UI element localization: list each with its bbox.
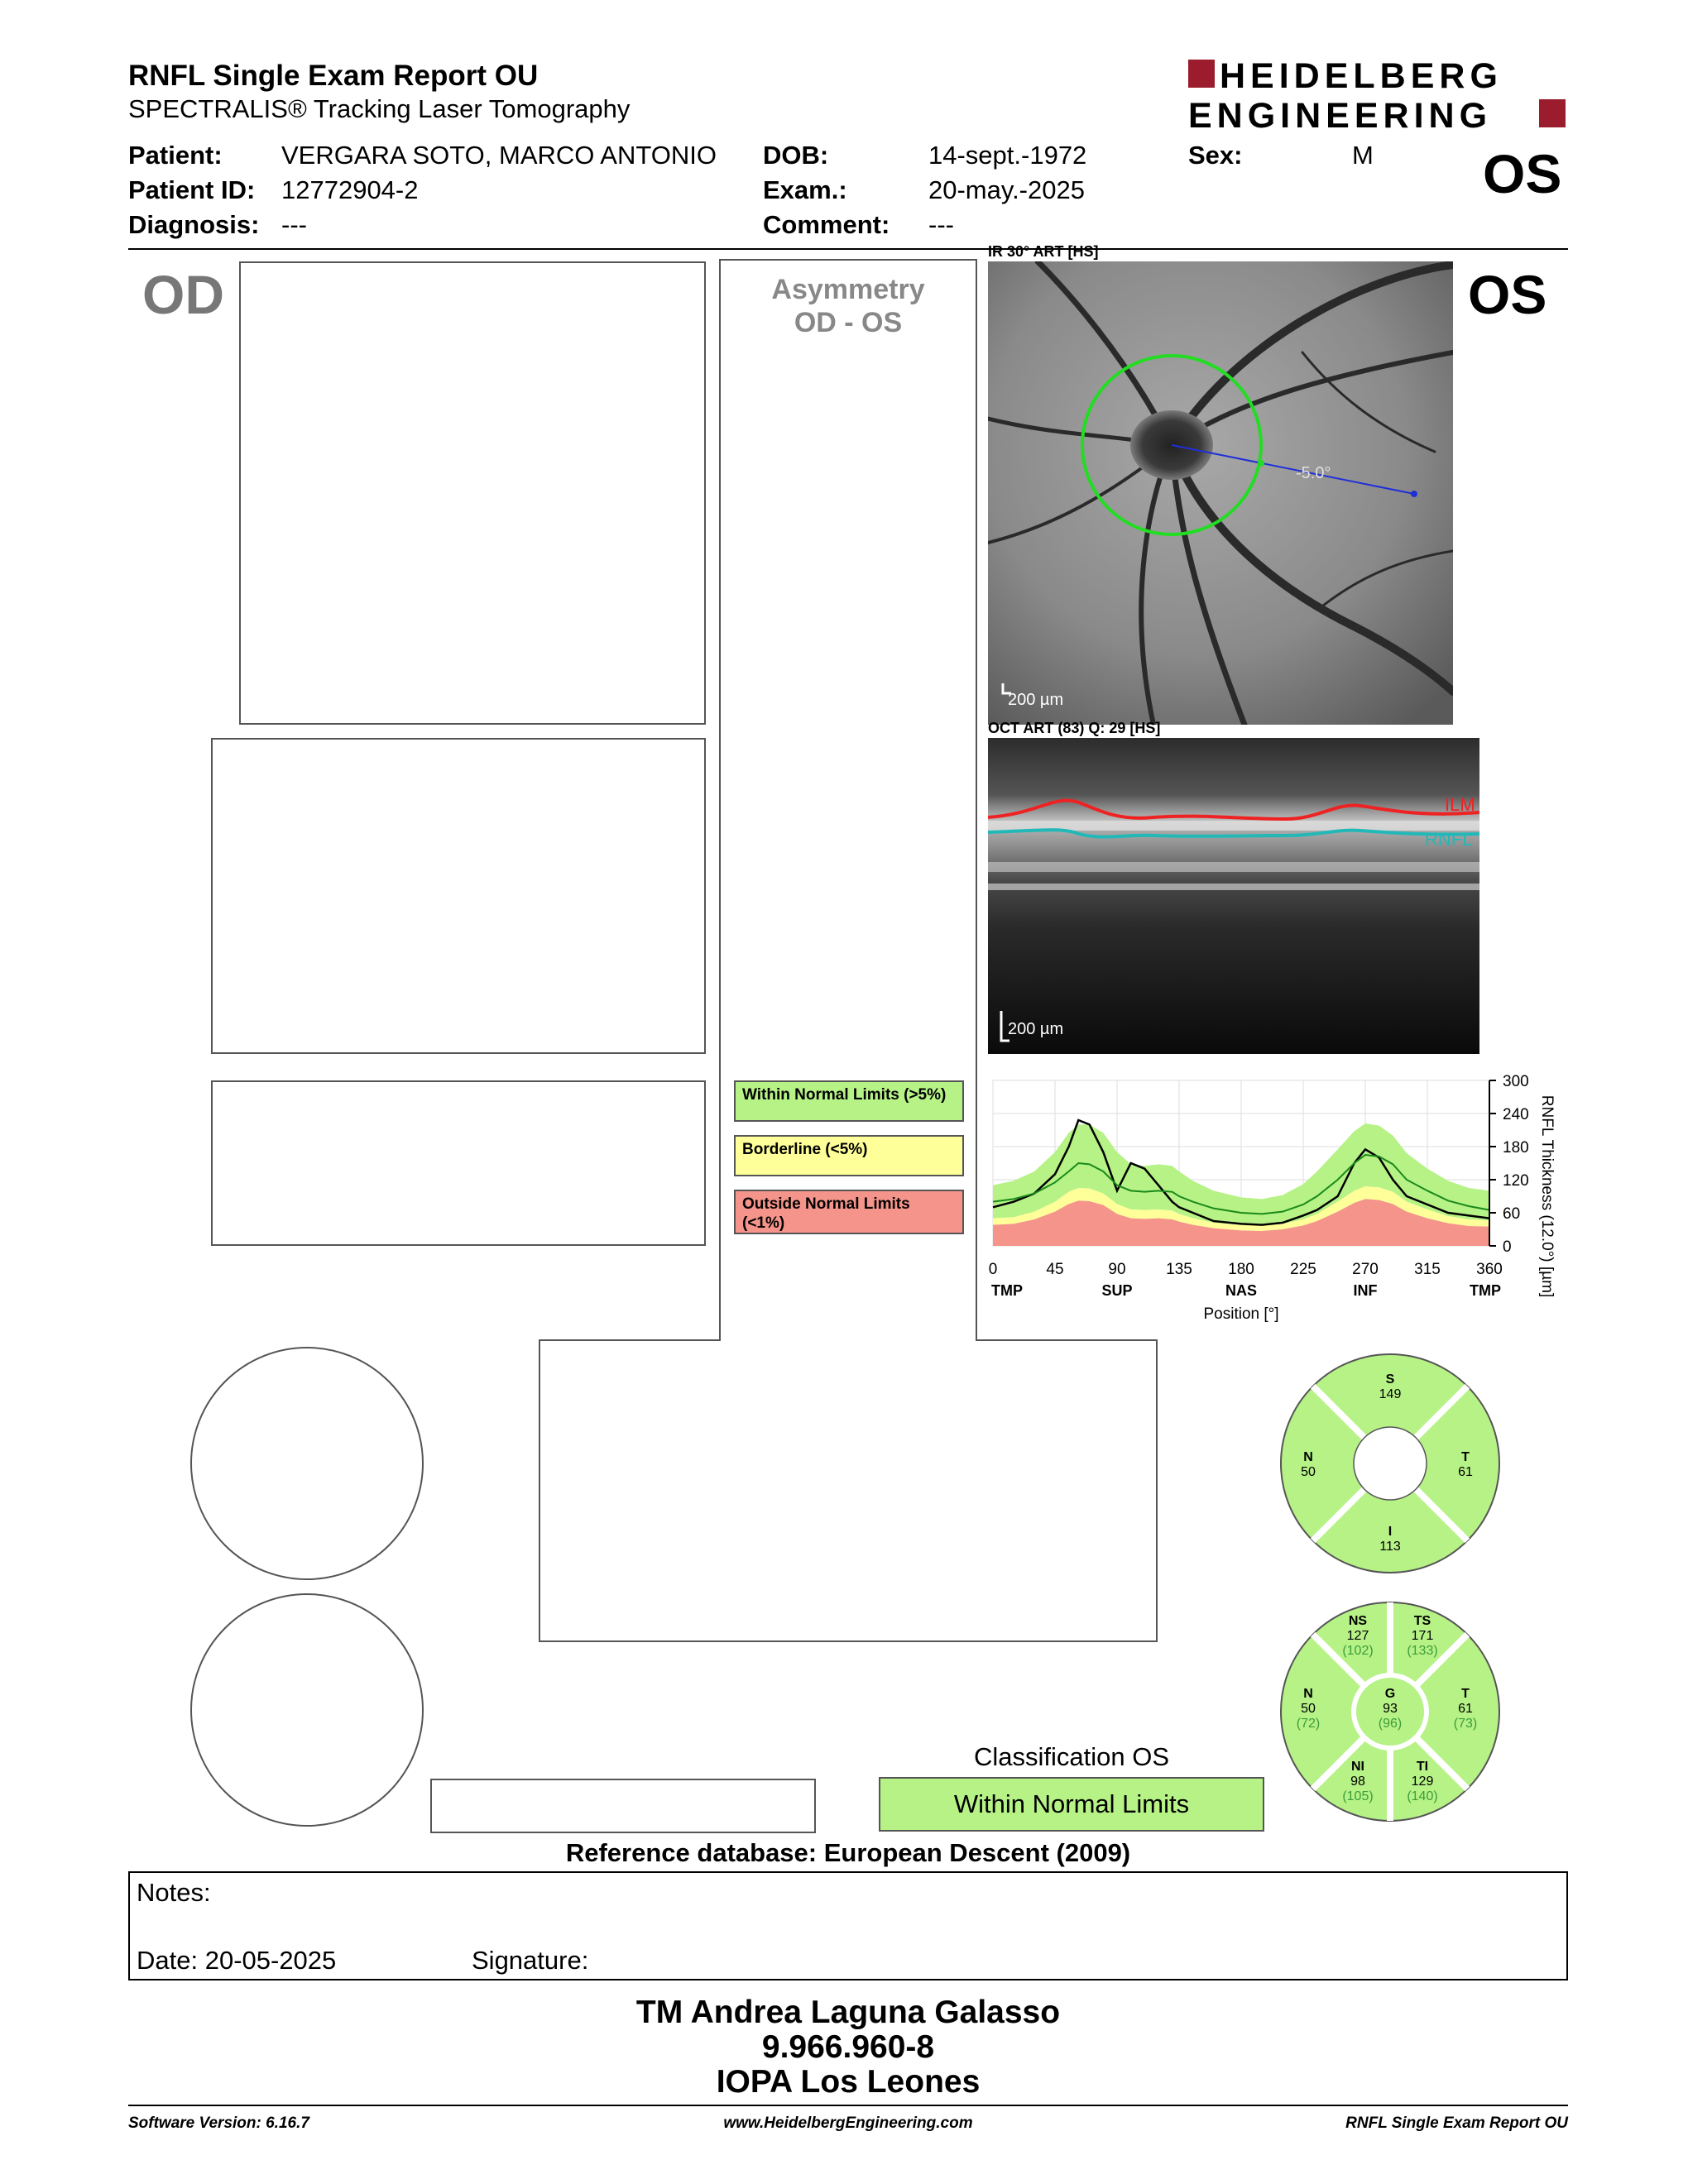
- classification-title: Classification OS: [973, 1742, 1170, 1771]
- sector-6-ti-label: TI: [1416, 1760, 1429, 1774]
- od-fundus-panel: [239, 261, 706, 725]
- region-label: TMP: [1470, 1282, 1501, 1299]
- logo-mark-top: [1188, 60, 1215, 88]
- y-tick-label: 0: [1503, 1238, 1512, 1256]
- sector-6-n-ref: (72): [1296, 1717, 1321, 1731]
- ir-fundus-image: [988, 261, 1453, 725]
- dob-value: 14-sept.-1972: [928, 141, 1087, 170]
- sector-6-ts-ref: (133): [1407, 1644, 1438, 1658]
- stamp-line2: 9.966.960-8: [761, 2029, 935, 2065]
- legend-within-text: Within Normal Limits (>5%): [742, 1086, 947, 1104]
- sector-4-s-label: S: [1385, 1372, 1395, 1387]
- sector-6-chart: [1278, 1600, 1502, 1823]
- x-tick-label: 360: [1476, 1261, 1503, 1278]
- sector-4-i-label: I: [1388, 1525, 1393, 1539]
- rnfl-thickness-chart: [985, 1067, 1564, 1340]
- os-label: OS: [1468, 264, 1547, 325]
- reference-database: Reference database: European Descent (2009): [565, 1838, 1131, 1867]
- comment-value: ---: [928, 210, 954, 239]
- notes-box: [128, 1871, 1568, 1980]
- sector-6-g-value: 93: [1383, 1702, 1398, 1716]
- oct-rnfl-label: RNFL: [1425, 829, 1473, 850]
- y-tick-label: 120: [1503, 1172, 1529, 1190]
- report-subtitle: SPECTRALIS® Tracking Laser Tomography: [128, 94, 631, 123]
- patient-name: VERGARA SOTO, MARCO ANTONIO: [281, 141, 717, 170]
- patient-id: 12772904-2: [281, 175, 419, 204]
- legend-borderline: [734, 1135, 964, 1176]
- sector-6-ns-ref: (102): [1342, 1644, 1374, 1658]
- region-label: NAS: [1225, 1282, 1258, 1299]
- footer-software-version: Software Version: 6.16.7: [128, 2115, 309, 2132]
- region-label: TMP: [991, 1282, 1023, 1299]
- asymmetry-line2: OD - OS: [794, 307, 903, 338]
- heidelberg-logo: [1183, 56, 1568, 132]
- oct-ilm-label: ILM: [1445, 794, 1475, 815]
- diagnosis-label: Diagnosis:: [128, 210, 260, 239]
- sector-6-ns-label: NS: [1348, 1614, 1368, 1628]
- diagnosis-value: ---: [281, 210, 307, 239]
- legend-outside-line1: Outside Normal Limits: [742, 1195, 910, 1213]
- od-label: OD: [142, 264, 224, 325]
- footer-divider: [128, 2105, 1568, 2106]
- sector-4-t-value: 61: [1458, 1465, 1473, 1479]
- legend-outside-line2: (<1%): [742, 1214, 785, 1232]
- sector-6-ts-label: TS: [1413, 1614, 1431, 1628]
- footer-report-name: RNFL Single Exam Report OU: [1345, 2115, 1568, 2132]
- x-tick-label: 45: [1046, 1261, 1064, 1278]
- date-label: Date: 20-05-2025: [137, 1946, 337, 1975]
- footer-website-link[interactable]: www.HeidelbergEngineering.com: [723, 2115, 973, 2132]
- sex-value: M: [1352, 141, 1374, 170]
- x-tick-label: 225: [1290, 1261, 1316, 1278]
- classification-value: Within Normal Limits: [879, 1777, 1264, 1832]
- x-tick-label: 315: [1414, 1261, 1441, 1278]
- sector-6-ni-value: 98: [1350, 1774, 1365, 1789]
- sex-label: Sex:: [1188, 141, 1243, 170]
- signature-label: Signature:: [472, 1946, 589, 1975]
- sector-6-ts-value: 171: [1411, 1629, 1434, 1643]
- x-axis-label: Position [°]: [1203, 1305, 1279, 1323]
- sector-4-chart: [1278, 1352, 1502, 1575]
- x-tick-label: 270: [1352, 1261, 1379, 1278]
- y-tick-label: 240: [1503, 1106, 1529, 1123]
- sector-6-g-label: G: [1384, 1687, 1396, 1701]
- od-sector-4-panel: [190, 1347, 424, 1580]
- od-sector-6-panel: [190, 1593, 424, 1827]
- asymmetry-title: [720, 273, 976, 339]
- region-label: INF: [1353, 1282, 1378, 1299]
- region-label: SUP: [1101, 1282, 1133, 1299]
- exam-label: Exam.:: [763, 175, 847, 204]
- signature-stamp: [128, 1995, 1568, 2100]
- ir-image-title: IR 30° ART [HS]: [988, 243, 1099, 260]
- sector-6-ti-ref: (140): [1407, 1789, 1438, 1803]
- oct-bscan-image: [988, 738, 1479, 1054]
- y-tick-label: 60: [1503, 1205, 1521, 1223]
- x-tick-label: 0: [988, 1261, 998, 1278]
- od-profile-panel: [211, 1080, 706, 1246]
- sector-6-n-value: 50: [1301, 1702, 1316, 1716]
- stamp-line1: TM Andrea Laguna Galasso: [635, 1995, 1061, 2030]
- asymmetry-line1: Asymmetry: [771, 274, 925, 305]
- dob-label: DOB:: [763, 141, 829, 170]
- x-tick-label: 90: [1108, 1261, 1126, 1278]
- sector-6-g-ref: (96): [1378, 1717, 1403, 1731]
- sector-6-t-value: 61: [1458, 1702, 1473, 1716]
- comment-label: Comment:: [763, 210, 890, 239]
- report-title: RNFL Single Exam Report OU: [128, 60, 539, 92]
- oct-scale-label: 200 µm: [1008, 1020, 1064, 1038]
- sector-4-n-value: 50: [1301, 1465, 1316, 1479]
- logo-text-line1: HEIDELBERG: [1220, 56, 1503, 96]
- sector-6-ni-ref: (105): [1342, 1789, 1374, 1803]
- od-classification-panel: [430, 1779, 816, 1833]
- patient-label: Patient:: [128, 141, 223, 170]
- logo-mark-bottom: [1539, 99, 1566, 127]
- stamp-line3: IOPA Los Leones: [716, 2064, 981, 2100]
- header-divider: [128, 248, 1568, 250]
- sector-4-s-value: 149: [1379, 1387, 1402, 1401]
- sector-4-n-label: N: [1303, 1450, 1313, 1464]
- sector-6-ni-label: NI: [1351, 1760, 1364, 1774]
- sector-4-i-value: 113: [1379, 1540, 1401, 1554]
- y-tick-label: 300: [1503, 1073, 1529, 1090]
- notes-label: Notes:: [137, 1878, 211, 1907]
- x-tick-label: 135: [1166, 1261, 1192, 1278]
- ir-scale-label: 200 µm: [1008, 691, 1064, 709]
- legend-outside: [734, 1190, 964, 1234]
- y-axis-label: RNFL Thickness (12.0°) [µm]: [1538, 1094, 1556, 1298]
- x-tick-label: 180: [1228, 1261, 1254, 1278]
- y-tick-label: 180: [1503, 1139, 1529, 1157]
- sector-6-ti-value: 129: [1411, 1774, 1434, 1789]
- sector-6-ns-value: 127: [1346, 1629, 1369, 1643]
- ir-angle-label: -5.0°: [1296, 464, 1331, 482]
- patient-id-label: Patient ID:: [128, 175, 256, 204]
- sector-6-t-label: T: [1461, 1687, 1470, 1701]
- eye-header: OS: [1483, 143, 1562, 204]
- legend-borderline-text: Borderline (<5%): [742, 1141, 868, 1158]
- od-bscan-panel: [211, 738, 706, 1054]
- sector-6-t-ref: (73): [1453, 1717, 1478, 1731]
- oct-image-title: OCT ART (83) Q: 29 [HS]: [988, 720, 1161, 736]
- legend-within: [734, 1080, 964, 1122]
- sector-6-n-label: N: [1303, 1687, 1313, 1701]
- exam-value: 20-may.-2025: [928, 175, 1085, 204]
- sector-4-t-label: T: [1461, 1450, 1470, 1464]
- logo-text-line2: ENGINEERING: [1188, 96, 1493, 132]
